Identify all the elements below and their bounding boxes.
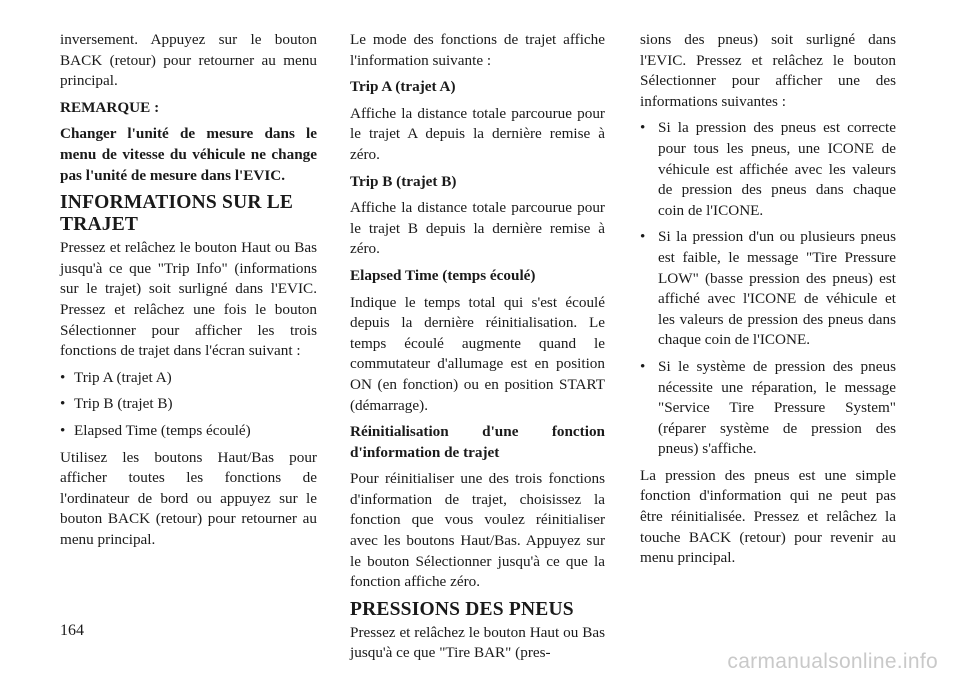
list-item: • Si la pression d'un ou plusieurs pneus est faible, le message "Tire Pressure LOW" (basse pression des pneus) est affiché avec l'ICONE de véhicule et les valeurs de pression des pneus dans chaque coin de l'ICONE. xyxy=(640,228,896,349)
trip-b-title: Trip B (trajet B) xyxy=(350,172,457,190)
column-middle xyxy=(350,30,605,670)
list-item: • Si le système de pression des pneus nécessite une réparation, le message "Service Tire Pressure System" (réparer système de pression des pneus) s'affiche. xyxy=(640,357,896,458)
list-item: • Elapsed Time (temps écoulé) xyxy=(60,421,317,442)
trip-functions-list xyxy=(60,368,317,442)
bullet-icon: • xyxy=(640,357,646,375)
tire-pressure-paragraph: Pressez et relâchez le bouton Haut ou Bas jusqu'à ce que "Tire BAR" (pres- xyxy=(350,623,605,662)
column-right xyxy=(640,30,896,575)
bullet-icon: • xyxy=(640,119,646,137)
bullet-icon: • xyxy=(60,395,66,413)
remark-label: REMARQUE : xyxy=(60,98,160,116)
section-heading-trip-info: INFORMATIONS SUR LE TRAJET xyxy=(60,192,294,236)
bullet-icon: • xyxy=(640,228,646,246)
navigation-paragraph: Utilisez les boutons Haut/Bas pour afficher toutes les fonctions de l'ordinateur de bord ou appuyez sur le bouton BACK (retour) pour retourner au menu principal. xyxy=(60,448,317,548)
trip-a-text: Affiche la distance totale parcourue pour le trajet A depuis la dernière remise à zéro. xyxy=(350,104,605,163)
bullet-icon: • xyxy=(60,421,66,439)
page-number: 164 xyxy=(60,622,84,639)
bullet-icon: • xyxy=(60,368,66,386)
tire-pressure-continued: sions des pneus) soit surligné dans l'EVIC. Pressez et relâchez le bouton Sélectionner pour afficher une des informations suivantes : xyxy=(640,31,896,110)
section-heading-tire-pressure: PRESSIONS DES PNEUS xyxy=(350,598,574,620)
watermark: carmanualsonline.info xyxy=(727,650,938,673)
elapsed-time-text: Indique le temps total qui s'est écoulé depuis la dernière réinitialisation. Le temps écoulé augmente quand le commutateur d'allumage est en position ON (en fonction) ou en position START (démarrage). xyxy=(350,293,605,414)
list-item: • Si la pression des pneus est correcte pour tous les pneus, une ICONE de véhicule est affichée avec les valeurs de pression des pneus dans chaque coin de l'ICONE. xyxy=(640,119,896,219)
tire-pressure-note: La pression des pneus est une simple fonction d'information qui ne peut pas être réinitialisée. Pressez et relâchez la touche BACK (retour) pour revenir au menu principal. xyxy=(640,466,896,567)
trip-a-title: Trip A (trajet A) xyxy=(350,78,456,96)
list-item: • Trip B (trajet B) xyxy=(60,394,317,415)
list-item: • Trip A (trajet A) xyxy=(60,368,317,389)
reset-title: Réinitialisation d'une fonction d'information de trajet xyxy=(350,423,605,461)
elapsed-time-title: Elapsed Time (temps écoulé) xyxy=(350,266,536,284)
trip-info-paragraph: Pressez et relâchez le bouton Haut ou Bas jusqu'à ce que "Trip Info" (informations sur le trajet) soit surligné dans l'EVIC. Pressez et relâchez une fois le bouton Sélectionner pour afficher les trois fonctions de trajet dans l'écran suivant : xyxy=(60,239,317,360)
remark-text: Changer l'unité de mesure dans le menu de vitesse du véhicule ne change pas l'unité de mesure dans l'EVIC. xyxy=(60,125,317,184)
trip-mode-intro: Le mode des fonctions de trajet affiche l'information suivante : xyxy=(350,31,605,69)
trip-b-text: Affiche la distance totale parcourue pour le trajet B depuis la dernière remise à zéro. xyxy=(350,199,605,258)
tire-pressure-list xyxy=(640,118,896,460)
column-left xyxy=(60,30,317,556)
reset-text: Pour réinitialiser une des trois fonctions d'information de trajet, choisissez la fonction que vous voulez réinitialiser avec les boutons Haut/Bas. Appuyez sur le bouton Sélectionner jusqu'à ce que la fonction affiche zéro. xyxy=(350,470,605,591)
intro-paragraph: inversement. Appuyez sur le bouton BACK (retour) pour retourner au menu principal. xyxy=(60,31,317,90)
